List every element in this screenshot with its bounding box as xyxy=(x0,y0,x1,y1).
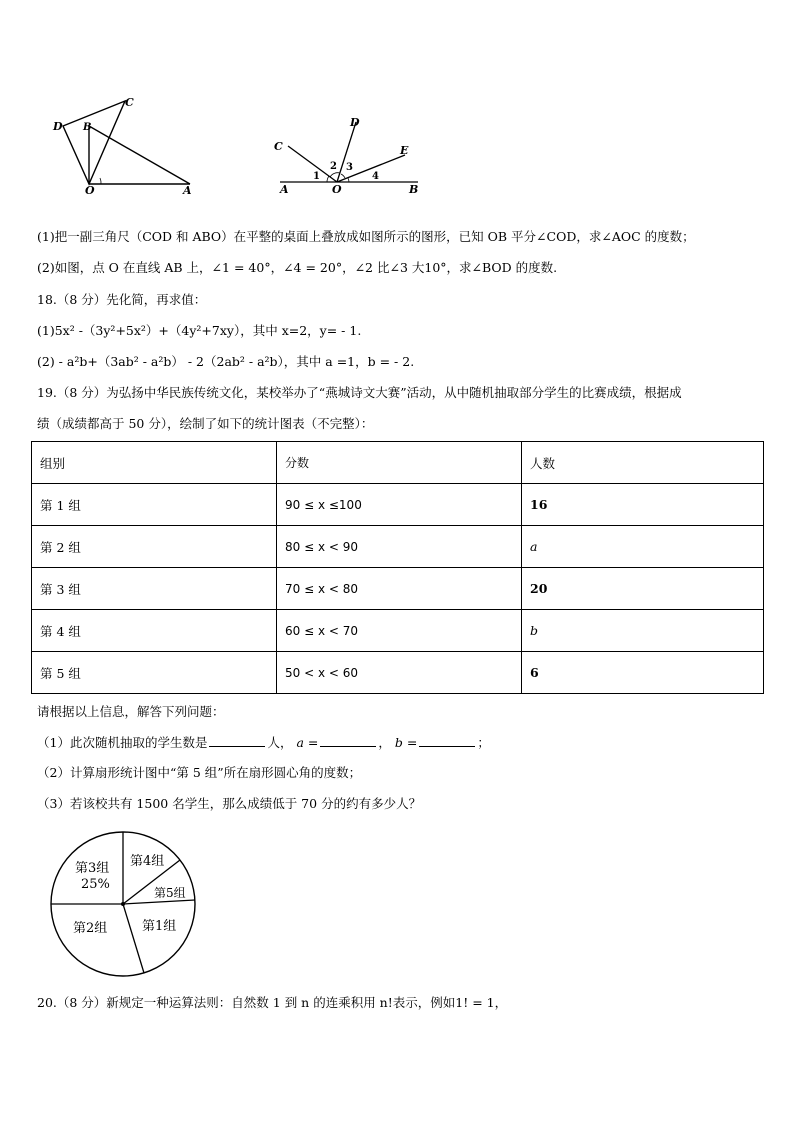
header-count: 人数 xyxy=(522,442,764,484)
angle-label-4: 4 xyxy=(372,171,379,182)
angle-label-2: 2 xyxy=(330,161,337,172)
cell-group: 第 5 组 xyxy=(32,652,277,694)
q18-part2: (2) - a²b+（3ab² - a²b） - 2（2ab² - a²b），其中 a =1，b = - 2. xyxy=(37,354,415,369)
header-group: 组别 xyxy=(32,442,277,484)
pie-label-g3: 第3组 xyxy=(75,861,110,876)
figure-triangles xyxy=(45,92,205,197)
cell-group: 第 2 组 xyxy=(32,526,277,568)
label-O2: O xyxy=(332,183,342,196)
cell-score: 70 ≤ x < 80 xyxy=(277,568,522,610)
sub1-text-c: a = xyxy=(296,735,319,750)
label-D2: D xyxy=(350,116,360,129)
cell-count: 16 xyxy=(522,484,764,526)
answer-blank-b[interactable] xyxy=(419,734,475,747)
figure-angles-on-line xyxy=(270,112,430,197)
q20-text: 20.（8 分）新规定一种运算法则：自然数 1 到 n 的连乘积用 n!表示，例如1! = 1， xyxy=(37,995,508,1010)
sub1-text-d: ， xyxy=(378,735,391,750)
cell-group: 第 4 组 xyxy=(32,610,277,652)
cell-score: 80 ≤ x < 90 xyxy=(277,526,522,568)
sub1-text-a: （1）此次随机抽取的学生数是 xyxy=(37,735,208,750)
label-A2: A xyxy=(280,183,289,196)
q18-part1: (1)5x² -（3y²+5x²）+（4y²+7xy），其中 x=2，y= - 1. xyxy=(37,323,362,338)
pie-label-g1: 第1组 xyxy=(142,919,177,934)
pie-label-g2: 第2组 xyxy=(73,921,108,936)
table-row xyxy=(32,652,764,694)
q17-part2: (2)如图，点 O 在直线 AB 上，∠1 = 40°，∠4 = 20°，∠2 比∠3 大10°，求∠BOD 的度数. xyxy=(37,260,558,275)
score-table xyxy=(31,441,764,694)
cell-score: 60 ≤ x < 70 xyxy=(277,610,522,652)
table-header-row xyxy=(32,442,764,484)
sub1-text-e: b = xyxy=(394,735,418,750)
pie-chart xyxy=(48,830,203,980)
q19-sub1 xyxy=(37,734,490,751)
table-row xyxy=(32,484,764,526)
cell-score: 90 ≤ x ≤100 xyxy=(277,484,522,526)
table-row xyxy=(32,526,764,568)
cell-group: 第 3 组 xyxy=(32,568,277,610)
label-O: O xyxy=(85,184,95,197)
q19-line1: 19.（8 分）为弘扬中华民族传统文化，某校举办了“燕城诗文大赛”活动，从中随机抽取部分学生的比赛成绩，根据成 xyxy=(37,385,682,400)
answer-blank-a[interactable] xyxy=(320,734,376,747)
cell-count: 6 xyxy=(522,652,764,694)
q19-prompt: 请根据以上信息，解答下列问题： xyxy=(37,704,225,719)
angle-label-1: 1 xyxy=(313,171,320,182)
sub1-text-f: ； xyxy=(477,735,490,750)
cell-count: 20 xyxy=(522,568,764,610)
cell-count: b xyxy=(522,610,764,652)
pie-label-g4: 第4组 xyxy=(130,854,165,869)
label-C: C xyxy=(125,96,134,109)
label-B: B xyxy=(83,122,92,133)
cell-score: 50 < x < 60 xyxy=(277,652,522,694)
table-row xyxy=(32,610,764,652)
q19-line2: 绩（成绩都高于 50 分），绘制了如下的统计图表（不完整）： xyxy=(37,416,374,431)
label-D: D xyxy=(53,120,63,133)
pie-label-g3-pct: 25% xyxy=(81,877,110,892)
cell-count: a xyxy=(522,526,764,568)
cell-group: 第 1 组 xyxy=(32,484,277,526)
q19-sub3: （3）若该校共有 1500 名学生，那么成绩低于 70 分的约有多少人？ xyxy=(37,796,422,811)
pie-label-g5: 第5组 xyxy=(154,886,186,900)
sub1-text-b: 人， xyxy=(267,735,293,750)
header-score: 分数 xyxy=(277,442,522,484)
label-C2: C xyxy=(274,140,283,153)
angle-label-3: 3 xyxy=(346,162,353,173)
table-row xyxy=(32,568,764,610)
label-B2: B xyxy=(409,183,419,196)
label-E2: E xyxy=(400,144,409,157)
q19-sub2: （2）计算扇形统计图中“第 5 组”所在扇形圆心角的度数； xyxy=(37,765,362,780)
answer-blank-students[interactable] xyxy=(209,734,265,747)
q17-part1: (1)把一副三角尺（COD 和 ABO）在平整的桌面上叠放成如图所示的图形，已知 OB 平分∠COD，求∠AOC 的度数； xyxy=(37,229,695,244)
label-A: A xyxy=(183,184,192,197)
q18-header: 18.（8 分）先化简，再求值： xyxy=(37,292,207,307)
